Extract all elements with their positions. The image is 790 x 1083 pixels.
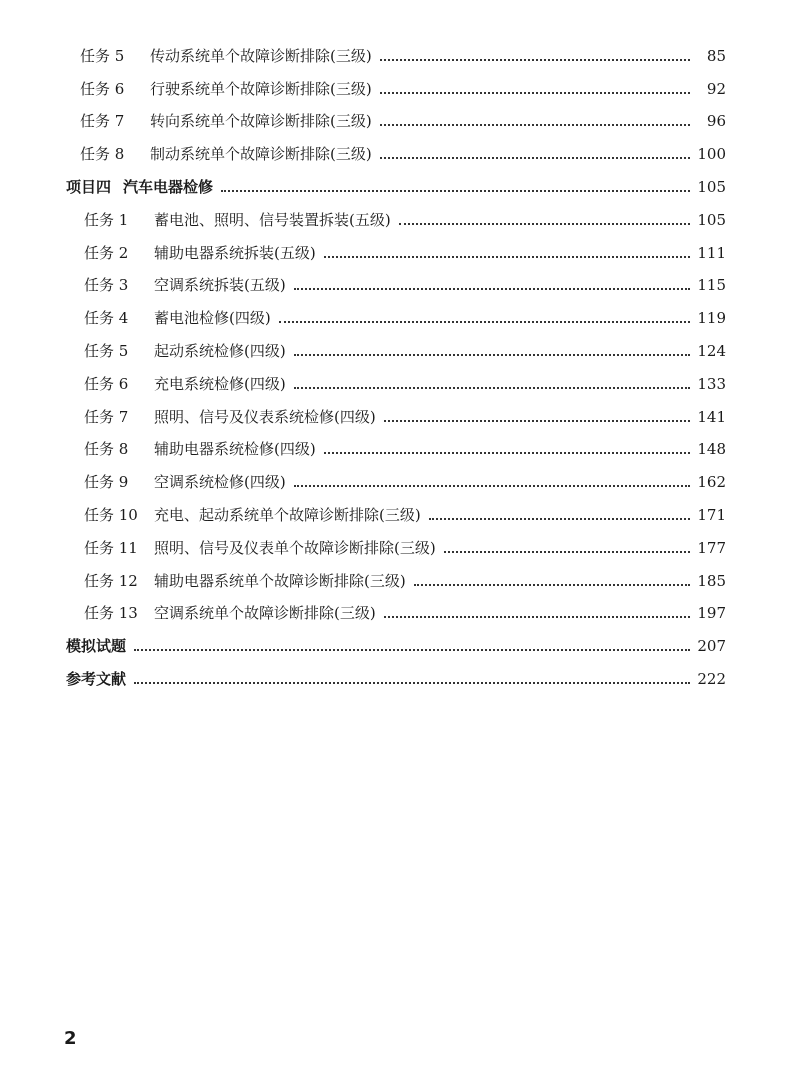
- dot-leader: [380, 156, 690, 159]
- toc-entry-task-5-drivetrain[interactable]: [0, 40, 790, 73]
- toc-entry-page: 162: [697, 473, 726, 492]
- dot-leader: [384, 419, 690, 422]
- toc-entry-page: 119: [697, 309, 726, 328]
- toc-entry-page: 177: [697, 538, 726, 557]
- toc-entry-task-3-ac-disassembly[interactable]: [0, 270, 790, 303]
- toc-entry-title: 蓄电池、照明、信号装置拆装(五级): [154, 210, 391, 229]
- dot-leader: [324, 451, 690, 454]
- toc-entry-title: 空调系统单个故障诊断排除(三级): [154, 604, 376, 623]
- toc-entry-task-2-auxiliary[interactable]: [0, 237, 790, 270]
- toc-entry-task-12-auxiliary-fault[interactable]: [0, 565, 790, 598]
- toc-entry-number: 任务 8: [84, 440, 129, 459]
- toc-entry-number: 任务 5: [84, 342, 129, 361]
- dot-leader: [134, 681, 690, 684]
- dot-leader: [294, 353, 690, 356]
- dot-leader: [399, 222, 690, 225]
- toc-entry-task-4-battery-repair[interactable]: [0, 302, 790, 335]
- toc-entry-page: 133: [697, 374, 726, 393]
- toc-entry-page: 222: [697, 670, 726, 689]
- toc-entry-task-8-brake[interactable]: [0, 138, 790, 171]
- toc-entry-task-8-auxiliary-repair[interactable]: [0, 434, 790, 467]
- dot-leader: [294, 484, 690, 487]
- toc-entry-page: 111: [697, 243, 726, 262]
- toc-entry-title: 蓄电池检修(四级): [154, 309, 271, 328]
- toc-entry-title: 行驶系统单个故障诊断排除(三级): [150, 79, 372, 98]
- toc-entry-number: 任务 11: [84, 538, 138, 557]
- toc-entry-title: 起动系统检修(四级): [154, 342, 286, 361]
- dot-leader: [279, 320, 690, 323]
- toc-entry-number: 任务 4: [84, 309, 129, 328]
- toc-entry-title: 照明、信号及仪表单个故障诊断排除(三级): [154, 538, 436, 557]
- toc-entry-page: 85: [706, 46, 726, 65]
- dot-leader: [414, 583, 690, 586]
- toc-entry-task-6-running-gear[interactable]: [0, 73, 790, 106]
- toc-entry-title: 充电、起动系统单个故障诊断排除(三级): [154, 506, 421, 525]
- toc-entry-page: 207: [697, 637, 726, 656]
- toc-entry-number: 任务 2: [84, 243, 129, 262]
- toc-entry-title: 汽车电器检修: [123, 178, 214, 197]
- dot-leader: [380, 91, 690, 94]
- toc-entry-title: 制动系统单个故障诊断排除(三级): [150, 145, 372, 164]
- toc-entry-page: 92: [706, 79, 726, 98]
- toc-entry-number: 任务 9: [84, 473, 129, 492]
- dot-leader: [384, 615, 690, 618]
- toc-entry-page: 197: [697, 604, 726, 623]
- toc-entry-task-13-ac-fault[interactable]: [0, 598, 790, 631]
- toc-entry-page: 185: [697, 571, 726, 590]
- toc-entry-title: 传动系统单个故障诊断排除(三级): [150, 46, 372, 65]
- dot-leader: [294, 386, 690, 389]
- toc-entry-number: 任务 5: [80, 46, 125, 65]
- toc-entry-task-11-lighting-fault[interactable]: [0, 532, 790, 565]
- toc-entry-number: 任务 10: [84, 506, 138, 525]
- toc-entry-task-6-charging[interactable]: [0, 368, 790, 401]
- toc-entry-title: 空调系统拆装(五级): [154, 276, 286, 295]
- toc-entry-page: 115: [697, 276, 726, 295]
- dot-leader: [380, 123, 690, 126]
- toc-entry-number: 任务 1: [84, 210, 129, 229]
- toc-entry-title: 参考文献: [66, 670, 127, 689]
- toc-entry-references[interactable]: [0, 663, 790, 696]
- toc-entry-page: 96: [706, 112, 726, 131]
- toc-entry-title: 模拟试题: [66, 637, 127, 656]
- toc-entry-title: 照明、信号及仪表系统检修(四级): [154, 407, 376, 426]
- toc-entry-title: 空调系统检修(四级): [154, 473, 286, 492]
- toc-entry-number: 任务 7: [84, 407, 129, 426]
- toc-entry-page: 171: [697, 506, 726, 525]
- toc-entry-number: 任务 7: [80, 112, 125, 131]
- toc-entry-title: 辅助电器系统拆装(五级): [154, 243, 316, 262]
- toc-entry-task-5-starting[interactable]: [0, 335, 790, 368]
- toc-entry-number: 任务 3: [84, 276, 129, 295]
- toc-entry-title: 充电系统检修(四级): [154, 374, 286, 393]
- table-of-contents: [0, 40, 790, 696]
- toc-entry-number: 任务 12: [84, 571, 138, 590]
- dot-leader: [444, 550, 690, 553]
- toc-entry-number: 任务 6: [80, 79, 125, 98]
- dot-leader: [221, 189, 690, 192]
- page-number: 2: [64, 1028, 77, 1049]
- toc-entry-task-1-battery-lighting[interactable]: [0, 204, 790, 237]
- toc-entry-page: 105: [697, 178, 726, 197]
- toc-entry-task-10-charging-starting-fault[interactable]: [0, 499, 790, 532]
- toc-entry-page: 105: [697, 210, 726, 229]
- dot-leader: [294, 287, 690, 290]
- toc-entry-number: 任务 8: [80, 145, 125, 164]
- toc-entry-page: 124: [697, 342, 726, 361]
- toc-entry-page: 148: [697, 440, 726, 459]
- dot-leader: [380, 58, 690, 61]
- toc-entry-number: 项目四: [66, 178, 112, 197]
- toc-entry-task-7-steering[interactable]: [0, 106, 790, 139]
- toc-entry-title: 转向系统单个故障诊断排除(三级): [150, 112, 372, 131]
- toc-entry-number: 任务 6: [84, 374, 129, 393]
- toc-entry-task-9-ac-repair[interactable]: [0, 466, 790, 499]
- toc-entry-page: 100: [697, 145, 726, 164]
- toc-entry-task-7-lighting-instruments[interactable]: [0, 401, 790, 434]
- dot-leader: [324, 255, 690, 258]
- dot-leader: [134, 648, 690, 651]
- toc-entry-page: 141: [697, 407, 726, 426]
- toc-entry-project-4[interactable]: [0, 171, 790, 204]
- toc-entry-mock-exam[interactable]: [0, 630, 790, 663]
- toc-entry-number: 任务 13: [84, 604, 138, 623]
- toc-entry-title: 辅助电器系统检修(四级): [154, 440, 316, 459]
- toc-entry-title: 辅助电器系统单个故障诊断排除(三级): [154, 571, 406, 590]
- dot-leader: [429, 517, 690, 520]
